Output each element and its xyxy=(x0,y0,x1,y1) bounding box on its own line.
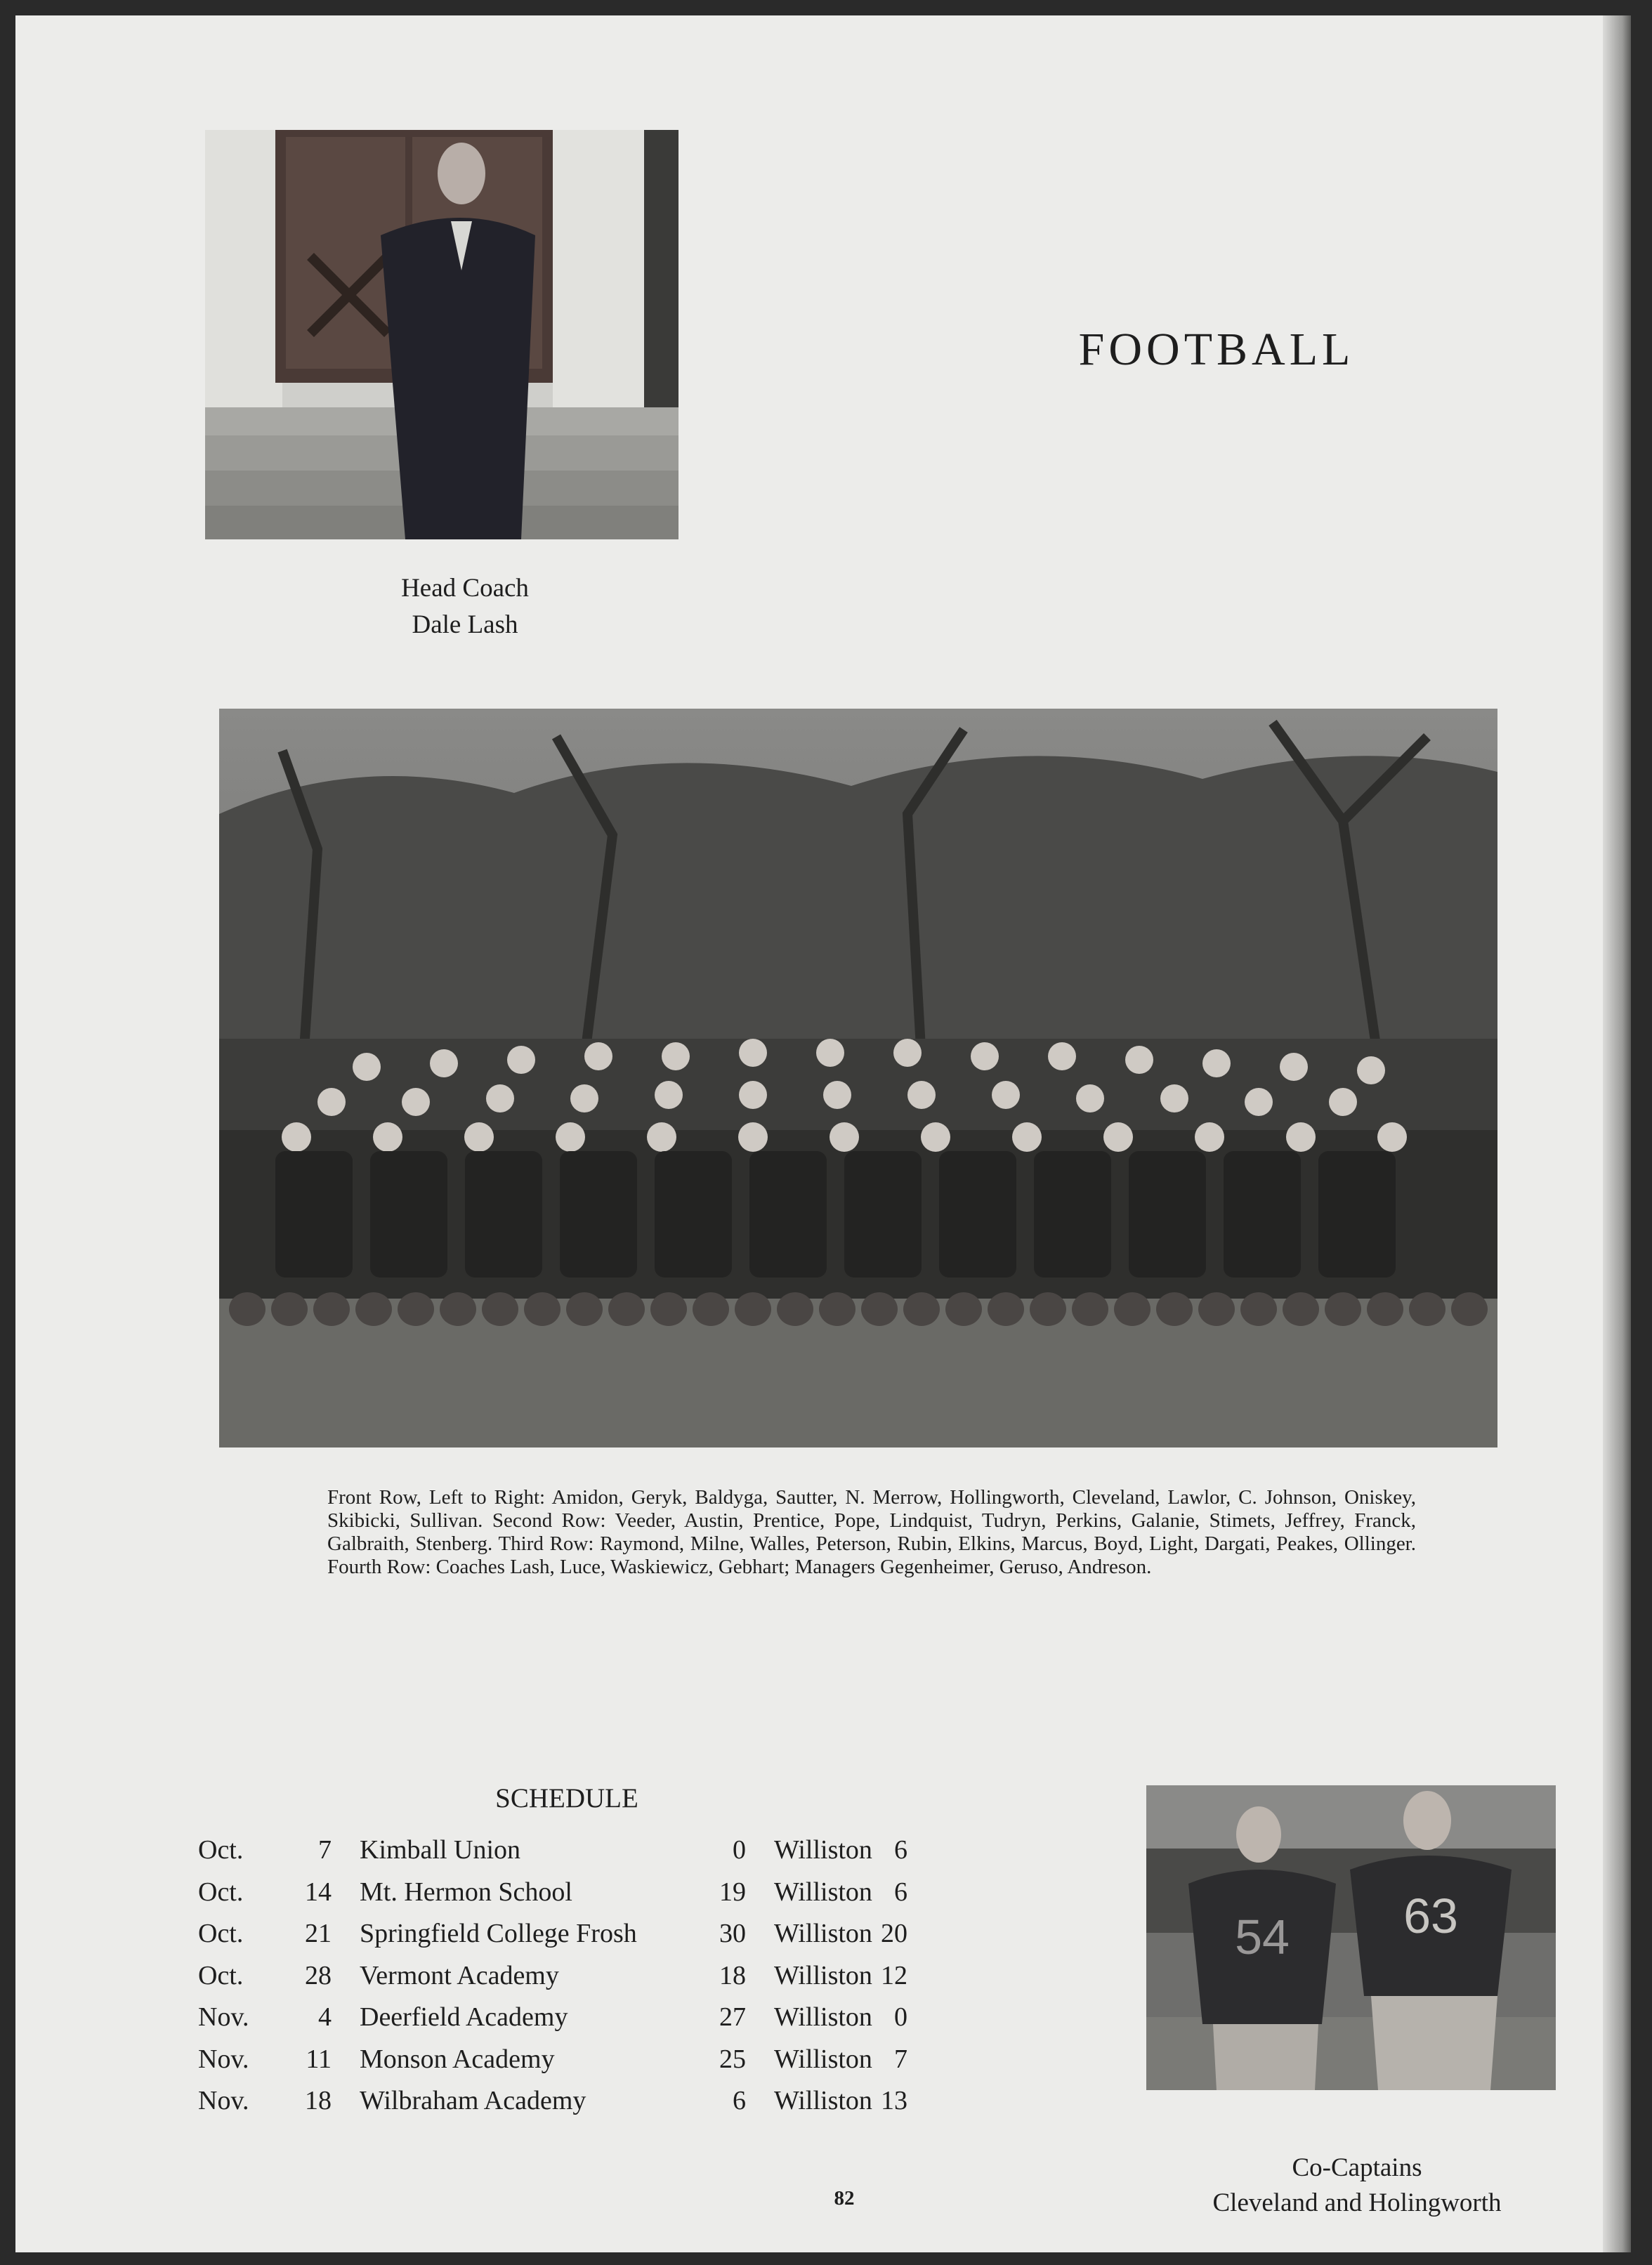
game-day: 11 xyxy=(306,2044,332,2074)
game-day: 4 xyxy=(318,2002,332,2032)
game-opponent: Deerfield Academy xyxy=(360,2002,568,2032)
co-captains-photo xyxy=(1146,1785,1556,2090)
game-day: 14 xyxy=(305,1877,332,1907)
game-home-team: Williston xyxy=(774,2044,872,2074)
game-home-team: Williston xyxy=(774,1919,872,1948)
game-day: 7 xyxy=(318,1835,332,1865)
game-opponent-score: 18 xyxy=(719,1960,746,1990)
co-captains-names: Cleveland and Holingworth xyxy=(1212,2188,1502,2217)
head-coach-name: Dale Lash xyxy=(412,610,518,639)
co-captains-caption xyxy=(1153,2151,1561,2221)
game-home-score: 12 xyxy=(881,1960,907,1990)
team-photo xyxy=(219,709,1497,1447)
game-month: Oct. xyxy=(198,1835,244,1865)
game-month: Oct. xyxy=(198,1919,244,1948)
captain-left-jersey-number: 54 xyxy=(1235,1910,1290,1964)
team-photo-caption: Front Row, Left to Right: Amidon, Geryk, Baldyga, Sautter, N. Merrow, Hollingworth, Cleveland, Lawlor, C. Johnson, Oniskey, Skibicki, Sullivan. Second Row: Veeder, Austin, Prentice, Pope, Lindquist, Tudryn, Perkins, Galanie, Stimets, Jeffrey, Franck, Galbraith, Stenberg. Third Row: Raymond, Milne, Walles, Peterson, Rubin, Elkins, Marcus, Boyd, Light, Dargati, Peakes, Ollinger. Fourth Row: Coaches Lash, Luce, Waskiewicz, Gebhart; Managers Gegenheimer, Geruso, Andreson. xyxy=(327,1486,1416,1578)
game-opponent-score: 19 xyxy=(719,1877,746,1907)
yearbook-page xyxy=(15,15,1631,2252)
game-opponent-score: 25 xyxy=(719,2044,746,2074)
game-opponent-score: 30 xyxy=(719,1919,746,1948)
head-coach-title: Head Coach xyxy=(401,574,529,603)
game-opponent: Springfield College Frosh xyxy=(360,1919,637,1948)
game-home-team: Williston xyxy=(774,1877,872,1907)
schedule-title: SCHEDULE xyxy=(495,1783,638,1813)
game-opponent: Vermont Academy xyxy=(360,1960,559,1990)
game-opponent: Kimball Union xyxy=(360,1835,521,1865)
game-month: Oct. xyxy=(198,1877,244,1907)
captain-right-jersey-number: 63 xyxy=(1403,1889,1458,1943)
game-opponent: Wilbraham Academy xyxy=(360,2086,586,2115)
game-month: Oct. xyxy=(198,1960,244,1990)
page-title: FOOTBALL xyxy=(1078,324,1355,375)
co-captains-title: Co-Captains xyxy=(1292,2153,1422,2182)
game-day: 21 xyxy=(305,1919,332,1948)
game-home-team: Williston xyxy=(774,2002,872,2032)
head-coach-caption xyxy=(346,570,584,643)
game-month: Nov. xyxy=(198,2086,249,2115)
game-home-score: 13 xyxy=(881,2086,907,2115)
game-day: 18 xyxy=(305,2086,332,2115)
game-home-team: Williston xyxy=(774,1835,872,1865)
game-opponent: Mt. Hermon School xyxy=(360,1877,572,1907)
page-spine-shadow xyxy=(1603,15,1631,2252)
game-month: Nov. xyxy=(198,2044,249,2074)
head-coach-photo xyxy=(205,130,678,539)
game-home-team: Williston xyxy=(774,2086,872,2115)
game-opponent-score: 6 xyxy=(733,2086,746,2115)
page-number: 82 xyxy=(834,2187,855,2210)
game-opponent: Monson Academy xyxy=(360,2044,555,2074)
game-opponent-score: 27 xyxy=(719,2002,746,2032)
game-opponent-score: 0 xyxy=(733,1835,746,1865)
game-home-score: 0 xyxy=(894,2002,907,2032)
game-home-score: 6 xyxy=(894,1835,907,1865)
game-month: Nov. xyxy=(198,2002,249,2032)
game-home-score: 7 xyxy=(894,2044,907,2074)
game-home-score: 6 xyxy=(894,1877,907,1907)
game-home-team: Williston xyxy=(774,1960,872,1990)
game-day: 28 xyxy=(305,1960,332,1990)
game-home-score: 20 xyxy=(881,1919,907,1948)
